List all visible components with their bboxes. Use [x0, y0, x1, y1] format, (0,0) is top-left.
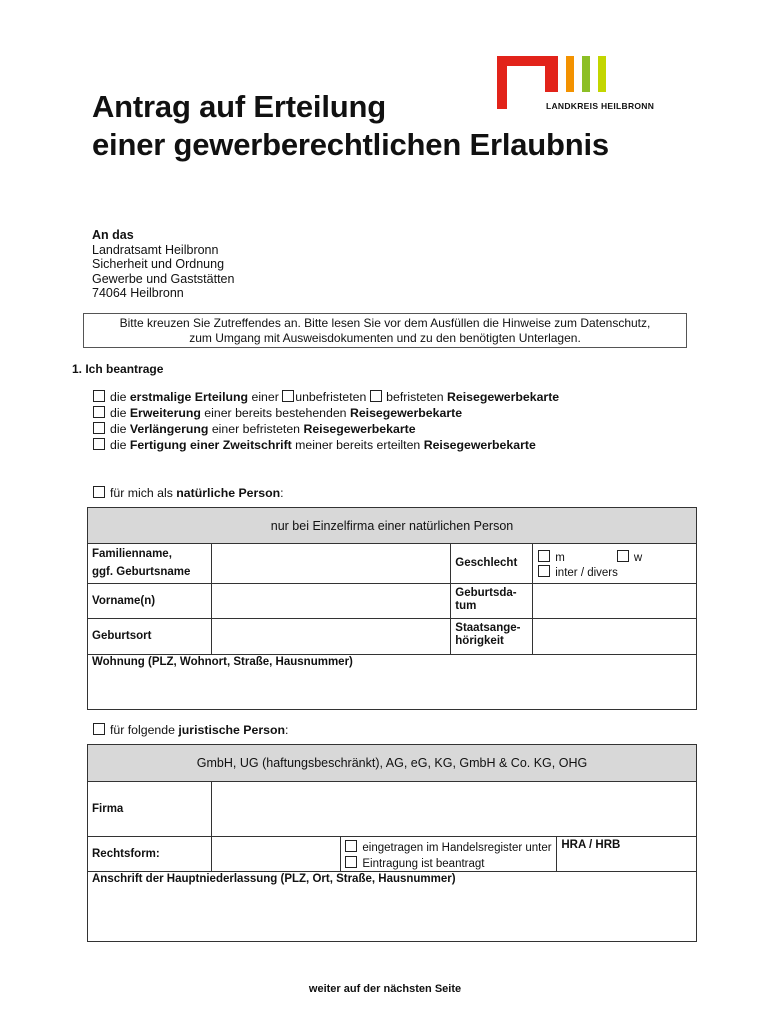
legal-person-header: GmbH, UG (haftungsbeschränkt), AG, eG, KG, GmbH & Co. KG, OHG	[88, 745, 697, 782]
logo-text: LANDKREIS HEILBRONN	[546, 101, 655, 111]
continue-note: weiter auf der nächsten Seite	[308, 983, 462, 995]
checkbox-natural-person[interactable]	[93, 486, 105, 498]
firm-field[interactable]	[211, 782, 696, 837]
birthplace-label: Geburtsort	[88, 619, 212, 655]
logo-bar-red	[550, 56, 558, 92]
register-number-field[interactable]	[557, 837, 697, 872]
checkbox-extension[interactable]	[93, 406, 105, 418]
firm-label: Firma	[88, 782, 212, 837]
checkbox-legal-person[interactable]	[93, 723, 105, 735]
gender-field: m w inter / divers	[533, 544, 697, 584]
legal-person-table	[87, 744, 697, 942]
address-line: Landratsamt Heilbronn	[92, 242, 219, 257]
option-first-issue: die erstmalige Erteilung einer unbefristeten befristeten Reisegewerbekarte	[93, 389, 559, 405]
instruction-box	[83, 313, 687, 348]
natural-person-header: nur bei Einzelfirma einer natürlichen Person	[88, 508, 697, 544]
legal-form-label: Rechtsform:	[88, 837, 212, 872]
natural-person-table	[87, 507, 697, 710]
birthdate-field[interactable]	[533, 584, 697, 619]
logo-bar-green	[582, 56, 590, 92]
address-line: 74064 Heilbronn	[92, 286, 184, 300]
address-line: Sicherheit und Ordnung	[92, 257, 225, 271]
checkbox-gender-m[interactable]	[538, 550, 550, 562]
address-line: Gewerbe und Gaststätten	[92, 271, 235, 286]
birthplace-field[interactable]	[211, 619, 450, 655]
family-name-label: Familienname, ggf. Geburtsname	[88, 544, 212, 584]
headquarters-field[interactable]	[88, 872, 697, 942]
instruction-line-1: Bitte kreuzen Sie Zutreffendes an. Bitte lesen Sie vor dem Ausfüllen die Hinweise zum Datenschutz,	[119, 316, 651, 330]
residence-field[interactable]	[88, 655, 697, 710]
address-heading: An das	[92, 228, 134, 242]
birthdate-label: Geburtsda- tum	[451, 584, 533, 619]
application-options	[93, 389, 559, 453]
checkbox-unlimited[interactable]	[282, 390, 294, 402]
checkbox-renewal[interactable]	[93, 422, 105, 434]
checkbox-registration-pending[interactable]	[345, 856, 357, 868]
headquarters-label: Anschrift der Hauptniederlassung (PLZ, Ort, Straße, Hausnummer)	[92, 873, 456, 885]
instruction-line-2: zum Umgang mit Ausweisdokumenten und zu den benötigten Unterlagen.	[189, 330, 581, 345]
title-line-2: einer gewerberechtlichen Erlaubnis	[92, 127, 609, 162]
nationality-label: Staatsange- hörigkeit	[451, 619, 533, 655]
option-renewal: die Verlängerung einer befristeten Reisegewerbekarte	[93, 421, 559, 437]
registration-options: eingetragen im Handelsregister unter Eintragung ist beantragt	[341, 837, 557, 872]
checkbox-duplicate[interactable]	[93, 438, 105, 450]
legal-form-field[interactable]	[211, 837, 341, 872]
option-extension: die Erweiterung einer bereits bestehenden Reisegewerbekarte	[93, 405, 559, 421]
register-number-label: HRA / HRB	[561, 839, 621, 851]
logo-bar-orange	[566, 56, 574, 92]
checkbox-limited[interactable]	[370, 390, 382, 402]
checkbox-gender-w[interactable]	[617, 550, 629, 562]
first-name-field[interactable]	[211, 584, 450, 619]
option-duplicate: die Fertigung einer Zweitschrift meiner bereits erteilten Reisegewerbekarte	[93, 437, 559, 453]
checkbox-registered[interactable]	[345, 840, 357, 852]
first-name-label: Vorname(n)	[88, 584, 212, 619]
logo-bar-lime	[598, 56, 606, 92]
option-legal-person: für folgende juristische Person:	[93, 722, 288, 738]
landkreis-logo	[495, 54, 685, 114]
nationality-field[interactable]	[533, 619, 697, 655]
recipient-address	[92, 228, 234, 301]
residence-label: Wohnung (PLZ, Wohnort, Straße, Hausnummer)	[92, 656, 353, 668]
gender-label: Geschlecht	[451, 544, 533, 584]
family-name-field[interactable]	[211, 544, 450, 584]
option-natural-person: für mich als natürliche Person:	[93, 485, 284, 501]
section-1-heading: 1. Ich beantrage	[72, 362, 164, 376]
checkbox-gender-diverse[interactable]	[538, 565, 550, 577]
title-line-1: Antrag auf Erteilung	[92, 89, 386, 124]
checkbox-first-issue[interactable]	[93, 390, 105, 402]
